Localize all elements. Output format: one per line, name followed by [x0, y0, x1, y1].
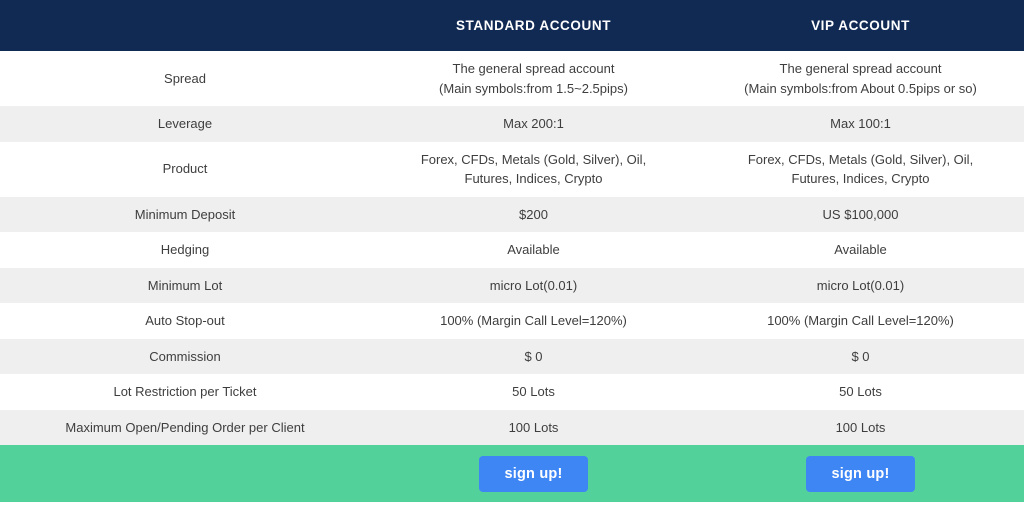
table-row — [0, 268, 1024, 304]
cell-line: $ 0 — [851, 348, 870, 364]
table-row — [0, 410, 1024, 446]
row-label-lot-restriction-per-ticket: Lot Restriction per Ticket — [0, 374, 370, 410]
cell-line: The general spread account — [452, 61, 615, 76]
row-label-maximum-open-pending-order: Maximum Open/Pending Order per Client — [0, 410, 370, 446]
cell-vip-lot-restriction — [697, 374, 1024, 410]
table-row — [0, 197, 1024, 233]
cell-standard-spread — [370, 51, 697, 106]
footer-cell-blank — [0, 445, 370, 502]
cell-line: Available — [507, 242, 560, 257]
cell-standard-auto-stop-out — [370, 303, 697, 339]
cell-line: micro Lot(0.01) — [816, 277, 905, 293]
table-row — [0, 232, 1024, 268]
row-label-hedging: Hedging — [0, 232, 370, 268]
row-label-spread: Spread — [0, 51, 370, 106]
cell-vip-commission — [697, 339, 1024, 375]
cell-line: 100 Lots — [508, 419, 559, 435]
footer-cell-standard — [370, 445, 697, 502]
cell-line: 50 Lots — [839, 384, 882, 399]
footer-cell-vip — [697, 445, 1024, 502]
cell-vip-product — [697, 142, 1024, 197]
cell-line: 50 Lots — [512, 384, 555, 399]
cell-standard-product — [370, 142, 697, 197]
table-row — [0, 303, 1024, 339]
table-footer — [0, 445, 1024, 502]
cell-line: (Main symbols:from About 0.5pips or so) — [744, 80, 977, 96]
table-row — [0, 374, 1024, 410]
row-label-minimum-lot: Minimum Lot — [0, 268, 370, 304]
header-cell-feature — [0, 0, 370, 51]
table-row — [0, 339, 1024, 375]
table-row — [0, 51, 1024, 106]
row-label-product: Product — [0, 142, 370, 197]
cell-line: 100 Lots — [835, 419, 886, 435]
cell-line: Forex, CFDs, Metals (Gold, Silver), Oil, — [747, 151, 974, 167]
cell-vip-hedging — [697, 232, 1024, 268]
cell-line: Max 100:1 — [830, 116, 891, 131]
cell-line: (Main symbols:from 1.5~2.5pips) — [439, 80, 628, 96]
cell-line: Forex, CFDs, Metals (Gold, Silver), Oil, — [420, 151, 647, 167]
cell-line: The general spread account — [779, 61, 942, 76]
signup-button-vip[interactable]: sign up! — [806, 456, 916, 492]
table-row — [0, 142, 1024, 197]
cell-line: micro Lot(0.01) — [489, 277, 578, 293]
cell-line: 100% (Margin Call Level=120%) — [767, 313, 954, 328]
cell-standard-minimum-lot — [370, 268, 697, 304]
cell-vip-spread — [697, 51, 1024, 106]
cell-vip-minimum-deposit — [697, 197, 1024, 233]
cell-line: $ 0 — [524, 348, 543, 364]
footer-row — [0, 445, 1024, 502]
cell-line: Futures, Indices, Crypto — [791, 171, 930, 186]
signup-button-standard[interactable]: sign up! — [479, 456, 589, 492]
cell-vip-leverage — [697, 106, 1024, 142]
table-header — [0, 0, 1024, 51]
cell-standard-maximum-open-pending-order — [370, 410, 697, 446]
cell-standard-minimum-deposit — [370, 197, 697, 233]
row-label-leverage: Leverage — [0, 106, 370, 142]
header-cell-standard-account: STANDARD ACCOUNT — [370, 0, 697, 51]
cell-line: Futures, Indices, Crypto — [464, 171, 603, 186]
cell-vip-maximum-open-pending-order — [697, 410, 1024, 446]
row-label-auto-stop-out: Auto Stop-out — [0, 303, 370, 339]
cell-line: $200 — [519, 206, 548, 222]
cell-line: Available — [834, 242, 887, 257]
table-body — [0, 51, 1024, 445]
cell-vip-auto-stop-out — [697, 303, 1024, 339]
cell-standard-leverage — [370, 106, 697, 142]
cell-vip-minimum-lot — [697, 268, 1024, 304]
cell-standard-hedging — [370, 232, 697, 268]
cell-line: Max 200:1 — [503, 116, 564, 131]
cell-standard-commission — [370, 339, 697, 375]
header-cell-vip-account: VIP ACCOUNT — [697, 0, 1024, 51]
header-row — [0, 0, 1024, 51]
table-row — [0, 106, 1024, 142]
cell-line: US $100,000 — [822, 206, 899, 222]
cell-line: 100% (Margin Call Level=120%) — [440, 313, 627, 328]
row-label-minimum-deposit: Minimum Deposit — [0, 197, 370, 233]
row-label-commission: Commission — [0, 339, 370, 375]
cell-standard-lot-restriction — [370, 374, 697, 410]
